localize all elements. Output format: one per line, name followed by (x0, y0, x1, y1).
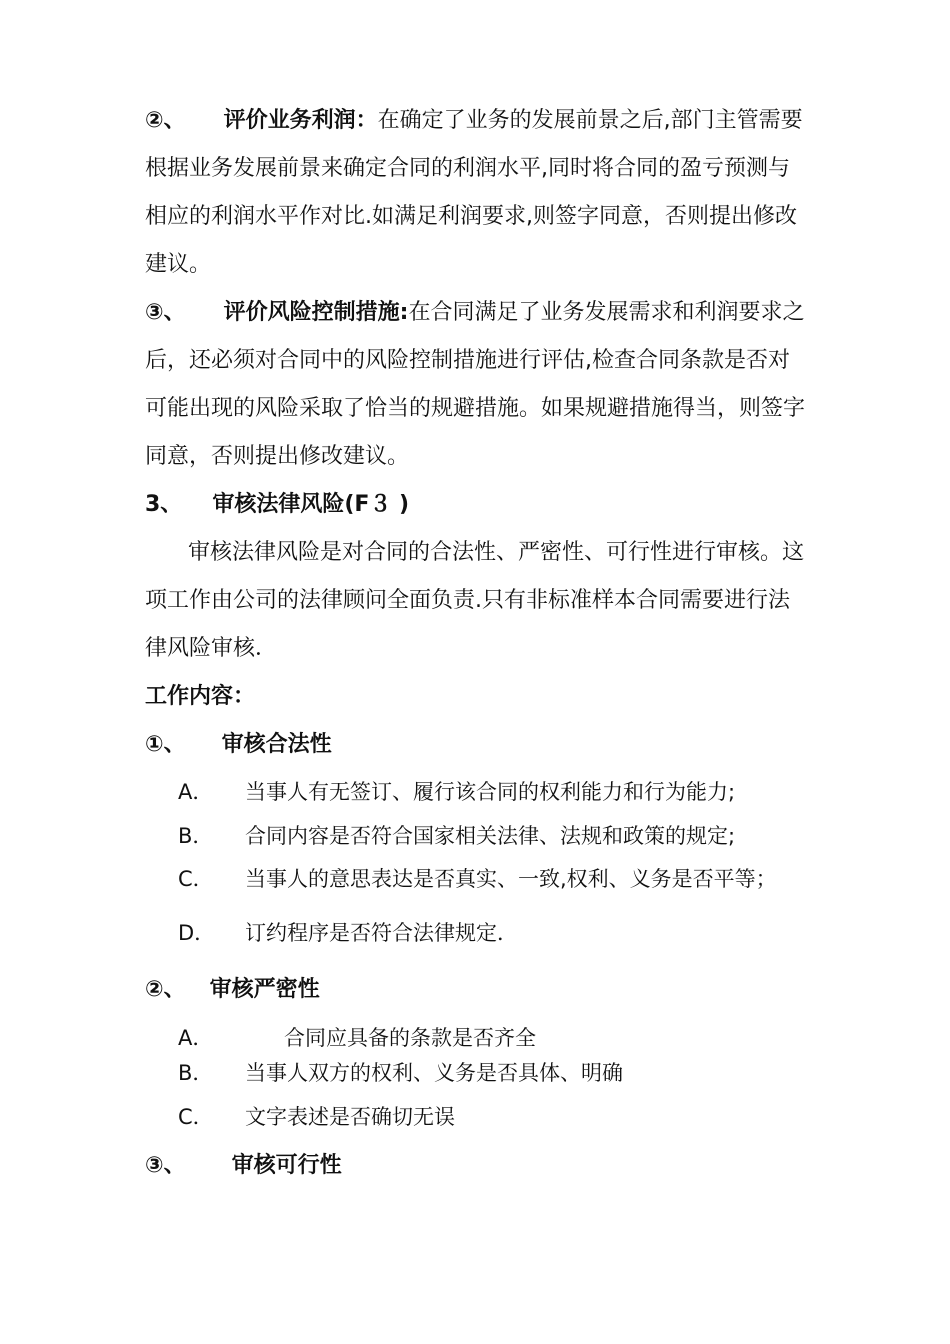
section-3-marker: 3、 (145, 492, 183, 517)
rigor-title: 审核严密性 (209, 977, 320, 1002)
legality-title: 审核合法性 (221, 732, 332, 757)
feasibility-title: 审核可行性 (231, 1153, 342, 1178)
profit-text-line-1: 在确定了业务的发展前景之后,部门主管需要 (377, 108, 803, 133)
section-3-title: 审核法律风险(F３ ) (212, 492, 410, 517)
profit-text-line-2: 根据业务发展前景来确定合同的利润水平,同时将合同的盈亏预测与 (145, 156, 790, 181)
legality-item-letter: D． (178, 921, 216, 945)
legality-item-text: 当事人的意思表达是否真实、一致,权利、义务是否平等； (245, 867, 777, 891)
intro-line-3: 律风险审核． (145, 636, 278, 661)
legality-item-letter: B． (178, 824, 214, 848)
legality-item-letter: C． (178, 867, 214, 891)
legality-item-text: 合同内容是否符合国家相关法律、法规和政策的规定; (245, 824, 736, 848)
rigor-item-text: 文字表述是否确切无误 (245, 1105, 455, 1129)
feasibility-marker: ③、 (145, 1153, 186, 1178)
rigor-item-letter: B． (178, 1061, 214, 1085)
legality-item-letter: A． (178, 780, 214, 804)
feasibility-heading (145, 1151, 342, 1181)
work-content-heading: 工作内容： (145, 684, 256, 709)
profit-marker: ②、 (145, 108, 186, 133)
legality-item-text: 订约程序是否符合法律规定． (245, 921, 518, 945)
risk-heading: 评价风险控制措施: (223, 300, 409, 325)
legality-heading (145, 730, 332, 760)
rigor-item-letter: C． (178, 1105, 214, 1129)
risk-text-line-3: 可能出现的风险采取了恰当的规避措施。如果规避措施得当，则签字 (145, 396, 806, 421)
risk-marker: ③、 (145, 300, 186, 325)
risk-text-line-1: 在合同满足了业务发展需求和利润要求之 (408, 300, 805, 325)
rigor-marker: ②、 (145, 977, 186, 1002)
section-3-heading (145, 490, 409, 520)
rigor-item-text: 合同应具备的条款是否齐全 (284, 1026, 536, 1050)
rigor-heading (145, 975, 320, 1005)
risk-paragraph-line-1 (145, 298, 804, 328)
intro-line-2: 项工作由公司的法律顾问全面负责.只有非标准样本合同需要进行法 (145, 588, 790, 613)
rigor-item-text: 当事人双方的权利、义务是否具体、明确 (245, 1061, 623, 1085)
legality-item-text: 当事人有无签订、履行该合同的权利能力和行为能力; (245, 780, 736, 804)
rigor-item-letter: A． (178, 1026, 214, 1050)
legality-marker: ①、 (145, 732, 186, 757)
intro-line-1: 审核法律风险是对合同的合法性、严密性、可行性进行审核。这 (188, 540, 805, 565)
risk-text-line-4: 同意，否则提出修改建议。 (145, 444, 410, 469)
profit-paragraph-line-1 (145, 106, 803, 136)
profit-text-line-4: 建议。 (145, 252, 212, 277)
risk-text-line-2: 后，还必须对合同中的风险控制措施进行评估,检查合同条款是否对 (145, 348, 790, 373)
profit-text-line-3: 相应的利润水平作对比.如满足利润要求,则签字同意，否则提出修改 (145, 204, 797, 229)
profit-heading: 评价业务利润： (223, 108, 378, 133)
